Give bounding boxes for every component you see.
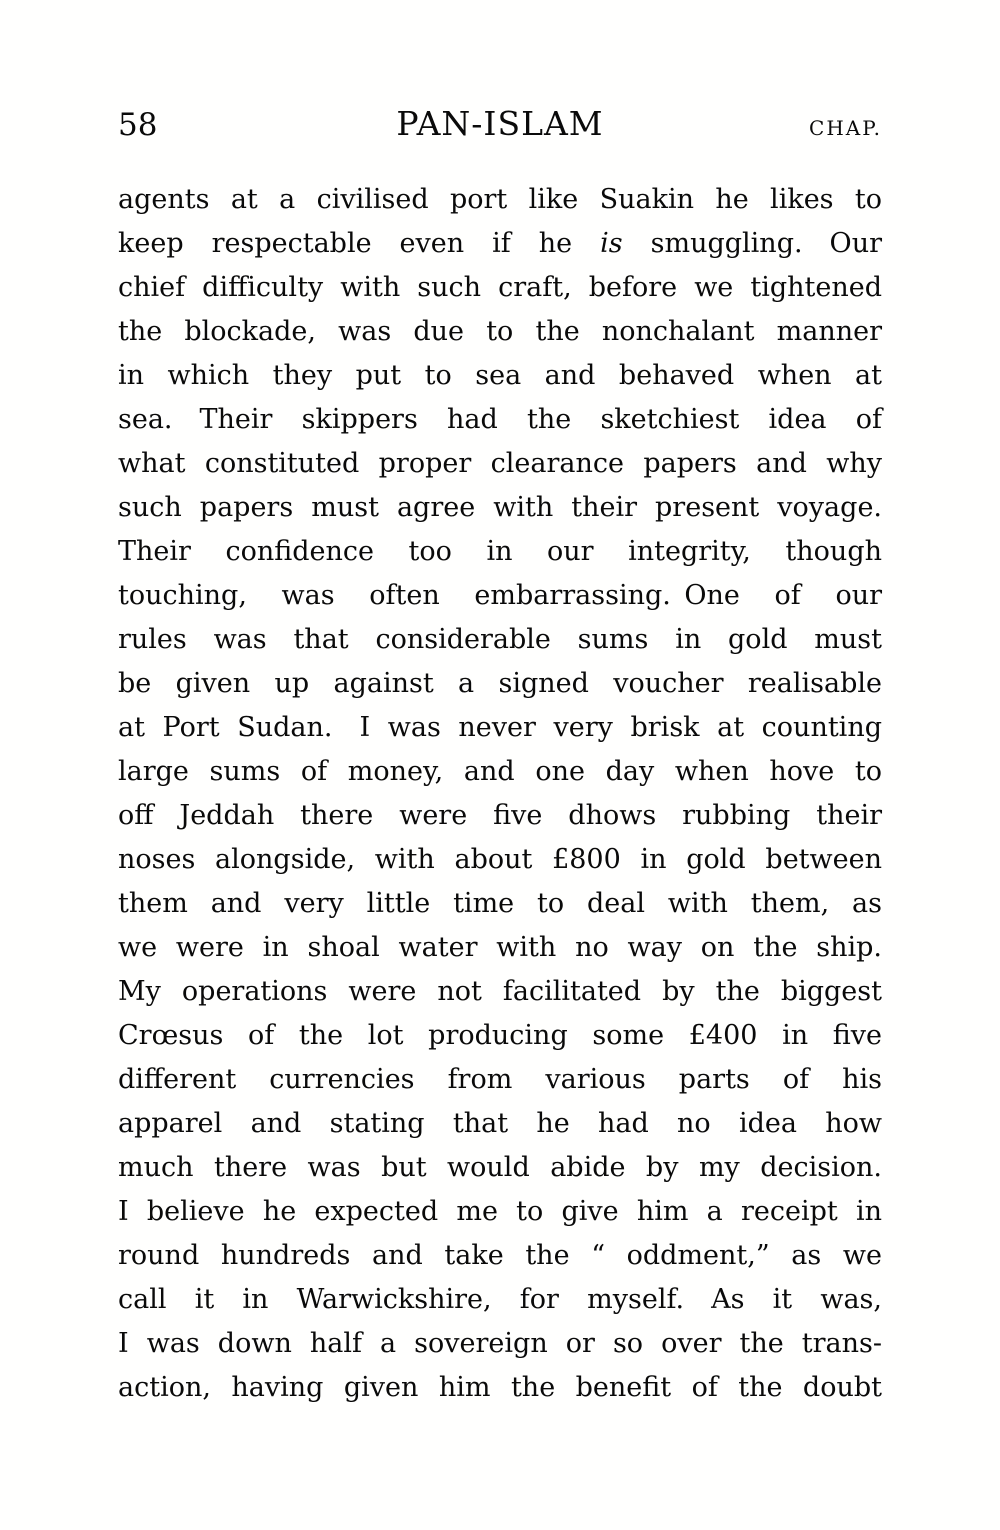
text-line: agents at a civilised port like Suakin he likes to [118, 184, 882, 215]
running-title: PAN-ISLAM [396, 104, 604, 143]
text-line: touching, was often embarrassing. One of our [118, 580, 882, 611]
text-line: them and very little time to deal with them, as [118, 888, 882, 919]
text-line: Crœsus of the lot producing some £400 in five [118, 1020, 882, 1051]
text-line: in which they put to sea and behaved when at [118, 360, 882, 391]
text-line: the blockade, was due to the nonchalant manner [118, 316, 882, 347]
text-line: different currencies from various parts of his [118, 1064, 882, 1095]
text-line: call it in Warwickshire, for myself. As it was, [118, 1284, 882, 1315]
chapter-label: CHAP. [809, 116, 882, 140]
text-line: action, having given him the benefit of the doubt [118, 1372, 882, 1403]
text-line: My operations were not facilitated by the biggest [118, 976, 882, 1007]
text-line: I was down half a sovereign or so over the trans- [118, 1328, 882, 1359]
text-line: we were in shoal water with no way on the ship. [118, 932, 882, 963]
text-line: at Port Sudan. I was never very brisk at counting [118, 712, 882, 743]
text-line: large sums of money, and one day when hove to [118, 756, 882, 787]
page-header [118, 104, 882, 143]
text-line: Their confidence too in our integrity, though [118, 536, 882, 567]
text-line: round hundreds and take the “ oddment,” as we [118, 1240, 882, 1271]
text-line: chief difficulty with such craft, before we tightened [118, 272, 882, 303]
text-line: I believe he expected me to give him a receipt in [118, 1196, 882, 1227]
text-block [118, 178, 882, 1410]
page-number: 58 [118, 107, 158, 143]
text-line: off Jeddah there were five dhows rubbing their [118, 800, 882, 831]
text-line: keep respectable even if he is smuggling. Our [118, 228, 882, 259]
text-line: be given up against a signed voucher realisable [118, 668, 882, 699]
text-line: noses alongside, with about £800 in gold between [118, 844, 882, 875]
text-line: apparel and stating that he had no idea how [118, 1108, 882, 1139]
text-line: sea. Their skippers had the sketchiest idea of [118, 404, 882, 435]
text-line: such papers must agree with their present voyage. [118, 492, 882, 523]
text-line: much there was but would abide by my decision. [118, 1152, 882, 1183]
text-line: rules was that considerable sums in gold must [118, 624, 882, 655]
text-line: what constituted proper clearance papers and why [118, 448, 882, 479]
